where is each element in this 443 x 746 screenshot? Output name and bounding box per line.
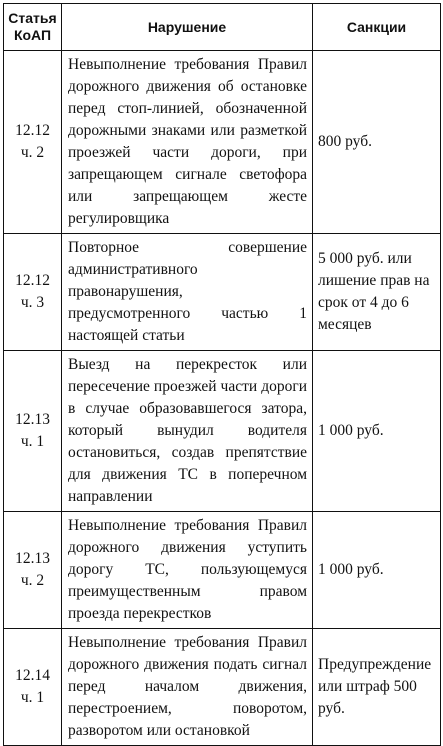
article-number: 12.13 bbox=[15, 411, 50, 428]
article-cell bbox=[4, 512, 62, 629]
violation-cell: Повторное совершение административного правонарушения, предусмотренного частью 1 настоящей статьи bbox=[62, 234, 313, 351]
article-cell bbox=[4, 234, 62, 351]
article-cell bbox=[4, 51, 62, 234]
header-row bbox=[4, 4, 441, 51]
article-number: 12.13 bbox=[15, 550, 50, 567]
violation-cell: Невыполнение требования Правил дорожного движения уступить дорогу ТС, пользующемуся преимущественным правом проезда перекрестков bbox=[62, 512, 313, 629]
article-number: 12.12 bbox=[15, 272, 50, 289]
table-row bbox=[4, 629, 441, 746]
header-article bbox=[4, 4, 62, 51]
violation-cell: Невыполнение требования Правил дорожного движения об остановке перед стоп-линией, обозначенной дорожными знаками или разметкой проезжей части дороги, при запрещающем сигнале светофора или запрещающем жесте регулировщика bbox=[62, 51, 313, 234]
article-part: ч. 2 bbox=[20, 144, 45, 161]
header-sanctions: Санкции bbox=[313, 4, 441, 51]
sanction-cell: Предупреждение или штраф 500 руб. bbox=[313, 629, 441, 746]
header-violation: Нарушение bbox=[62, 4, 313, 51]
article-cell bbox=[4, 351, 62, 512]
article-part: ч. 1 bbox=[20, 433, 45, 450]
table-row bbox=[4, 51, 441, 234]
table-row bbox=[4, 351, 441, 512]
header-article-line1: Статья bbox=[8, 10, 57, 26]
sanction-cell: 1 000 руб. bbox=[313, 512, 441, 629]
header-article-line2: КоАП bbox=[13, 27, 52, 43]
violation-cell: Выезд на перекресток или пересечение проезжей части дороги в случае образовавшегося затора, который вынудил водителя остановиться, создав препятствие для движения ТС в поперечном направлении bbox=[62, 351, 313, 512]
table-row bbox=[4, 234, 441, 351]
article-part: ч. 1 bbox=[20, 689, 45, 706]
article-part: ч. 3 bbox=[20, 294, 45, 311]
article-number: 12.14 bbox=[15, 667, 50, 684]
sanction-cell: 800 руб. bbox=[313, 51, 441, 234]
article-cell bbox=[4, 629, 62, 746]
violation-cell: Невыполнение требования Правил дорожного движения подать сигнал перед началом движения, перестроением, поворотом, разворотом или остановкой bbox=[62, 629, 313, 746]
article-part: ч. 2 bbox=[20, 572, 45, 589]
table-row bbox=[4, 512, 441, 629]
koap-sanctions-table bbox=[3, 3, 441, 746]
sanction-cell: 5 000 руб. или лишение прав на срок от 4 до 6 месяцев bbox=[313, 234, 441, 351]
sanction-cell: 1 000 руб. bbox=[313, 351, 441, 512]
article-number: 12.12 bbox=[15, 122, 50, 139]
